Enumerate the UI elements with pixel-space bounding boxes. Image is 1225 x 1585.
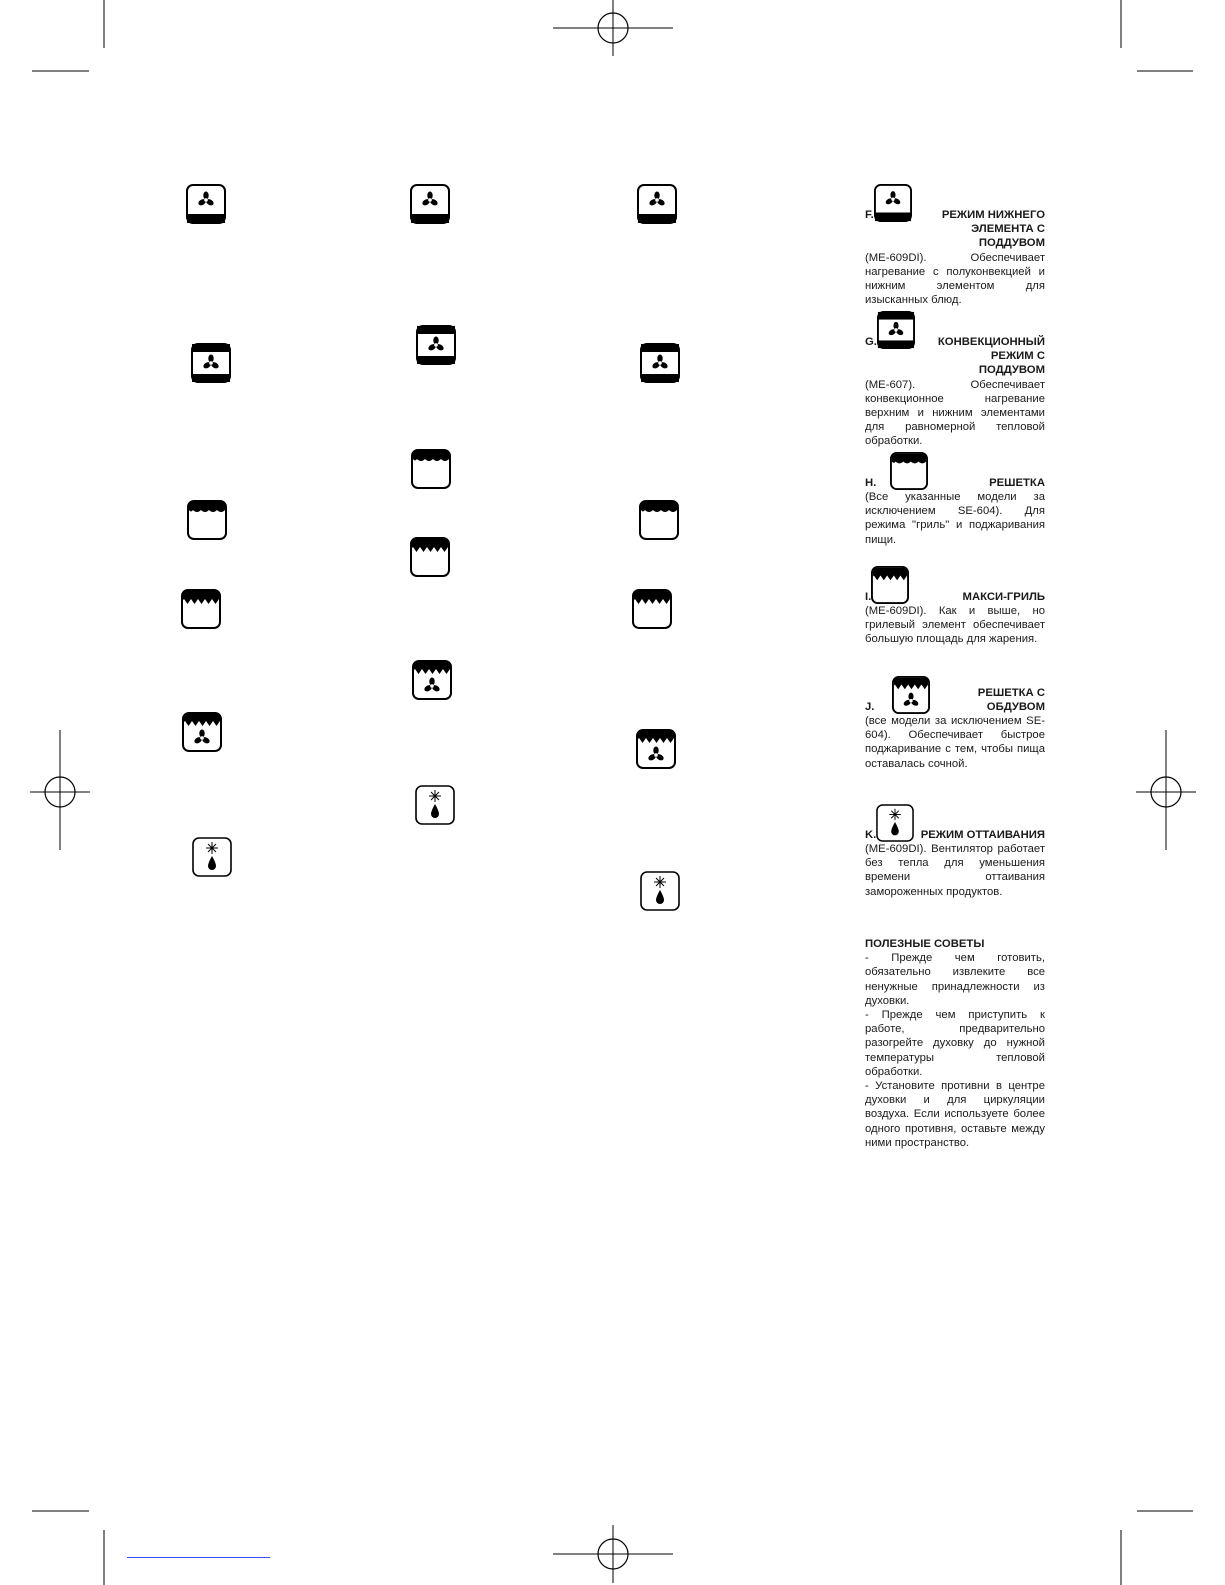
defrost-icon [640, 871, 680, 911]
section-body: (ME-609DI). Вентилятор работает без тепла для уменьшения времени оттаивания замороженных продуктов. [865, 843, 1045, 898]
grill-icon [639, 500, 679, 540]
section-k [865, 804, 1045, 899]
fan-top-bottom-element-icon [416, 325, 456, 365]
maxi-grill-icon [632, 589, 672, 629]
defrost-icon [192, 837, 232, 877]
tip-item: - Прежде чем готовить, обязательно извлеките все ненужные принадлежности из духовки. [865, 952, 1045, 1007]
section-title: РЕШЕТКА С ОБДУВОМ [977, 686, 1045, 713]
section-title: МАКСИ-ГРИЛЬ [962, 590, 1045, 603]
maxi-grill-icon [181, 589, 221, 629]
registration-mark-top [553, 0, 673, 60]
grill-fan-icon [892, 676, 930, 714]
fan-bottom-element-icon [874, 184, 912, 222]
fan-bottom-element-icon [410, 184, 450, 224]
section-body: (ME-609DI). Обеспечивает нагревание с полуконвекцией и нижним элементом для изысканных блюд. [865, 251, 1045, 307]
grill-fan-icon [412, 660, 452, 700]
registration-mark-left [30, 730, 90, 850]
section-title: РЕЖИМ ОТТАИВАНИЯ [920, 828, 1045, 841]
section-h [865, 452, 1045, 547]
section-title: КОНВЕКЦИОННЫЙ РЕЖИМ С ПОДДУВОМ [937, 336, 1045, 377]
fan-top-bottom-element-icon [640, 343, 680, 383]
section-body: (все модели за исключением SE-604). Обеспечивает быстрое поджаривание с тем, чтобы пища оставалась сочной. [865, 715, 1045, 770]
footer-rule [127, 1557, 270, 1558]
fan-bottom-element-icon [186, 184, 226, 224]
tip-item: - Установите противни в центре духовки и для циркуляции воздуха. Если используете более одного противня, оставьте между ними пространство. [865, 1080, 1045, 1149]
section-title: РЕЖИМ НИЖНЕГО ЭЛЕМЕНТА С ПОДДУВОМ [941, 209, 1045, 250]
defrost-icon [876, 804, 914, 842]
section-g [865, 311, 1045, 449]
section-body: (Все указанные модели за исключением SE-604). Для режима "гриль" и поджаривания пищи. [865, 491, 1045, 546]
section-letter: H. [865, 476, 877, 489]
registration-mark-bottom [553, 1525, 673, 1585]
grill-icon [411, 449, 451, 489]
grill-fan-icon [636, 729, 676, 769]
section-letter: F. [865, 208, 874, 221]
tips-title: ПОЛЕЗНЫЕ СОВЕТЫ [865, 938, 985, 950]
fan-top-bottom-element-icon [877, 311, 915, 349]
section-body: (ME-609DI). Как и выше, но грилевый элемент обеспечивает большую площадь для жарения. [865, 605, 1045, 646]
fan-top-bottom-element-icon [191, 343, 231, 383]
grill-fan-icon [182, 712, 222, 752]
maxi-grill-icon [410, 537, 450, 577]
useful-tips [865, 937, 1045, 1150]
defrost-icon [415, 785, 455, 825]
section-letter: G. [865, 335, 877, 348]
section-title: РЕШЕТКА [989, 476, 1045, 489]
section-f [865, 184, 1045, 307]
maxi-grill-icon [871, 566, 909, 604]
tip-item: - Прежде чем приступить к работе, предварительно разогрейте духовку до нужной температуры тепловой обработки. [865, 1009, 1045, 1078]
grill-icon [187, 500, 227, 540]
section-letter: K. [865, 828, 877, 841]
section-i [865, 566, 1045, 647]
section-j [865, 676, 1045, 771]
fan-bottom-element-icon [637, 184, 677, 224]
section-letter: I. [865, 590, 872, 603]
registration-mark-right [1136, 730, 1196, 850]
grill-icon [890, 452, 928, 490]
section-body: (ME-607). Обеспечивает конвекционное нагревание верхним и нижним элементами для равномерной тепловой обработки. [865, 378, 1045, 448]
section-letter: J. [865, 700, 875, 713]
